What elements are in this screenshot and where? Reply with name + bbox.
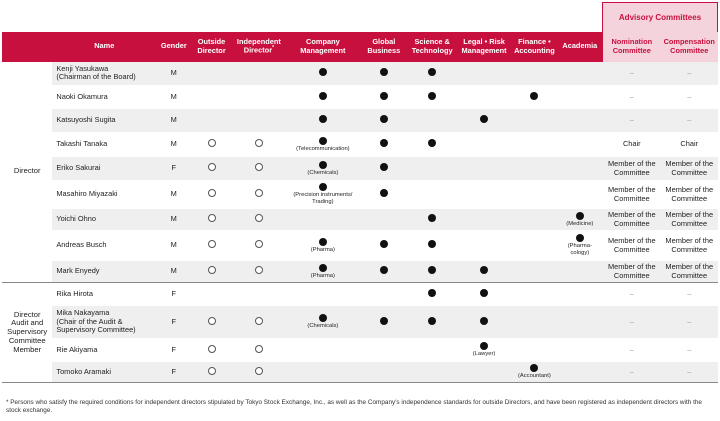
compensation-committee-role: – [661, 62, 718, 86]
skill-note: (Telecommunication) [296, 145, 350, 152]
header-global-business: Global Business [360, 32, 408, 62]
header-independent-director [232, 32, 286, 62]
circle-filled-mark [428, 92, 436, 100]
nomination-committee-role: – [603, 283, 661, 306]
table-row [2, 86, 718, 109]
circle-filled-mark [319, 183, 327, 191]
column-header-row [2, 32, 718, 62]
circle-filled-mark [319, 92, 327, 100]
member-name: Yoichi Ohno [52, 209, 156, 231]
footnote: * Persons who satisfy the required conditions for independent directors stipulated by Tokyo Stock Exchange, Inc., as well as the Company's independence standards for outside Directors, and have been registered as independent directors with the stock exchange. [6, 399, 702, 414]
nomination-committee-role: Chair [603, 133, 661, 157]
circle-open-mark [255, 240, 263, 248]
header-gender: Gender [156, 32, 191, 62]
nomination-committee-role: Member of the Committee [603, 231, 661, 261]
circle-filled-mark [480, 289, 488, 297]
member-gender: M [156, 181, 191, 209]
circle-open-mark [255, 266, 263, 274]
nomination-committee-role: – [603, 362, 661, 383]
nomination-committee-role: – [603, 86, 661, 109]
circle-open-mark [208, 189, 216, 197]
member-name: Katsuyoshi Sugita [52, 109, 156, 133]
table-row [2, 62, 718, 86]
circle-filled-mark [380, 115, 388, 123]
header-academia: Academia [557, 32, 602, 62]
compensation-committee-role: Member of the Committee [661, 231, 718, 261]
skill-note: (Pharma) [310, 246, 335, 253]
circle-filled-mark [428, 289, 436, 297]
table-row [2, 181, 718, 209]
circle-filled-mark [319, 314, 327, 322]
circle-filled-mark [380, 92, 388, 100]
member-gender: F [156, 157, 191, 181]
table-row [2, 109, 718, 133]
circle-filled-mark [428, 240, 436, 248]
circle-filled-mark [480, 342, 488, 350]
nomination-committee-role: – [603, 306, 661, 339]
circle-open-mark [255, 163, 263, 171]
circle-filled-mark [319, 115, 327, 123]
skill-note: (Pharma- cology) [567, 243, 592, 256]
circle-filled-mark [428, 139, 436, 147]
member-name: Kenji Yasukawa (Chairman of the Board) [52, 62, 156, 86]
member-name: Mark Enyedy [52, 261, 156, 283]
circle-open-mark [208, 345, 216, 353]
circle-filled-mark [380, 163, 388, 171]
member-name: Takashi Tanaka [52, 133, 156, 157]
compensation-committee-role: Member of the Committee [661, 261, 718, 283]
member-gender: F [156, 283, 191, 306]
member-gender: M [156, 86, 191, 109]
circle-filled-mark [576, 212, 584, 220]
skills-matrix-table [2, 2, 718, 383]
nomination-committee-role: Member of the Committee [603, 181, 661, 209]
member-gender: F [156, 306, 191, 339]
member-gender: F [156, 339, 191, 362]
group-label: Director Audit and Supervisory Committee Member [2, 283, 52, 383]
circle-filled-mark [319, 161, 327, 169]
circle-open-mark [208, 240, 216, 248]
circle-filled-mark [428, 68, 436, 76]
nomination-committee-role: – [603, 109, 661, 133]
table-row [2, 339, 718, 362]
table-row [2, 283, 718, 306]
circle-filled-mark [428, 214, 436, 222]
compensation-committee-role: Member of the Committee [661, 209, 718, 231]
table-row [2, 362, 718, 383]
compensation-committee-role: – [661, 86, 718, 109]
circle-filled-mark [380, 68, 388, 76]
table-row [2, 306, 718, 339]
member-name: Mika Nakayama (Chair of the Audit & Supervisory Committee) [52, 306, 156, 339]
skill-note: (Lawyer) [472, 351, 496, 358]
circle-filled-mark [480, 115, 488, 123]
compensation-committee-role: Member of the Committee [661, 181, 718, 209]
member-gender: M [156, 231, 191, 261]
member-gender: M [156, 133, 191, 157]
circle-open-mark [208, 214, 216, 222]
nomination-committee-role: Member of the Committee [603, 209, 661, 231]
header-company-management: Company Management [286, 32, 360, 62]
independent-footnote-mark: * [272, 45, 275, 52]
nomination-committee-role: – [603, 339, 661, 362]
compensation-committee-role: Member of the Committee [661, 157, 718, 181]
nomination-committee-role: – [603, 62, 661, 86]
skill-note: (Precision instruments/ Trading) [293, 192, 353, 205]
circle-open-mark [255, 189, 263, 197]
member-gender: M [156, 62, 191, 86]
header-science-technology: Science & Technology [408, 32, 456, 62]
member-name: Naoki Okamura [52, 86, 156, 109]
header-legal-risk: Legal • Risk Management [456, 32, 511, 62]
table-row [2, 261, 718, 283]
circle-open-mark [255, 214, 263, 222]
member-name: Masahiro Miyazaki [52, 181, 156, 209]
circle-filled-mark [319, 68, 327, 76]
member-name: Tomoko Aramaki [52, 362, 156, 383]
circle-filled-mark [576, 234, 584, 242]
circle-filled-mark [530, 92, 538, 100]
table-row [2, 133, 718, 157]
circle-filled-mark [428, 317, 436, 325]
member-gender: M [156, 209, 191, 231]
circle-open-mark [208, 317, 216, 325]
circle-open-mark [255, 367, 263, 375]
circle-filled-mark [530, 364, 538, 372]
header-compensation-committee: Compensation Committee [661, 32, 718, 62]
header-name: Name [52, 32, 156, 62]
header-independent-label: Independent Director [236, 36, 281, 55]
skill-note: (Chemicals) [307, 323, 339, 330]
table-row [2, 209, 718, 231]
compensation-committee-role: – [661, 283, 718, 306]
member-name: Eriko Sakurai [52, 157, 156, 181]
table-row [2, 231, 718, 261]
group-label: Director [2, 62, 52, 283]
member-gender: F [156, 362, 191, 383]
circle-filled-mark [380, 139, 388, 147]
circle-open-mark [208, 139, 216, 147]
circle-filled-mark [380, 266, 388, 274]
circle-filled-mark [380, 189, 388, 197]
circle-filled-mark [319, 264, 327, 272]
header-finance-accounting: Finance • Accounting [512, 32, 557, 62]
circle-open-mark [255, 345, 263, 353]
circle-open-mark [208, 266, 216, 274]
skill-note: (Pharma) [310, 272, 335, 279]
circle-open-mark [208, 163, 216, 171]
header-nomination-committee: Nomination Committee [603, 32, 661, 62]
skill-note: (Accountant) [517, 373, 551, 380]
nomination-committee-role: Member of the Committee [603, 157, 661, 181]
skill-note: (Chemicals) [307, 169, 339, 176]
circle-filled-mark [480, 317, 488, 325]
nomination-committee-role: Member of the Committee [603, 261, 661, 283]
table-row [2, 157, 718, 181]
circle-filled-mark [380, 240, 388, 248]
circle-filled-mark [319, 238, 327, 246]
circle-open-mark [255, 317, 263, 325]
circle-filled-mark [480, 266, 488, 274]
header-group [2, 32, 52, 62]
skill-note: (Medicine) [566, 220, 594, 227]
advisory-committees-header: Advisory Committees [603, 3, 718, 32]
member-name: Rie Akiyama [52, 339, 156, 362]
circle-filled-mark [380, 317, 388, 325]
member-gender: M [156, 109, 191, 133]
circle-filled-mark [428, 266, 436, 274]
member-name: Rika Hirota [52, 283, 156, 306]
compensation-committee-role: Chair [661, 133, 718, 157]
matrix-body [2, 62, 718, 383]
circle-open-mark [208, 367, 216, 375]
member-gender: M [156, 261, 191, 283]
compensation-committee-role: – [661, 362, 718, 383]
header-outside-director: Outside Director [191, 32, 231, 62]
compensation-committee-role: – [661, 109, 718, 133]
compensation-committee-role: – [661, 306, 718, 339]
compensation-committee-role: – [661, 339, 718, 362]
circle-open-mark [255, 139, 263, 147]
circle-filled-mark [319, 137, 327, 145]
skills-matrix [2, 2, 718, 383]
member-name: Andreas Busch [52, 231, 156, 261]
